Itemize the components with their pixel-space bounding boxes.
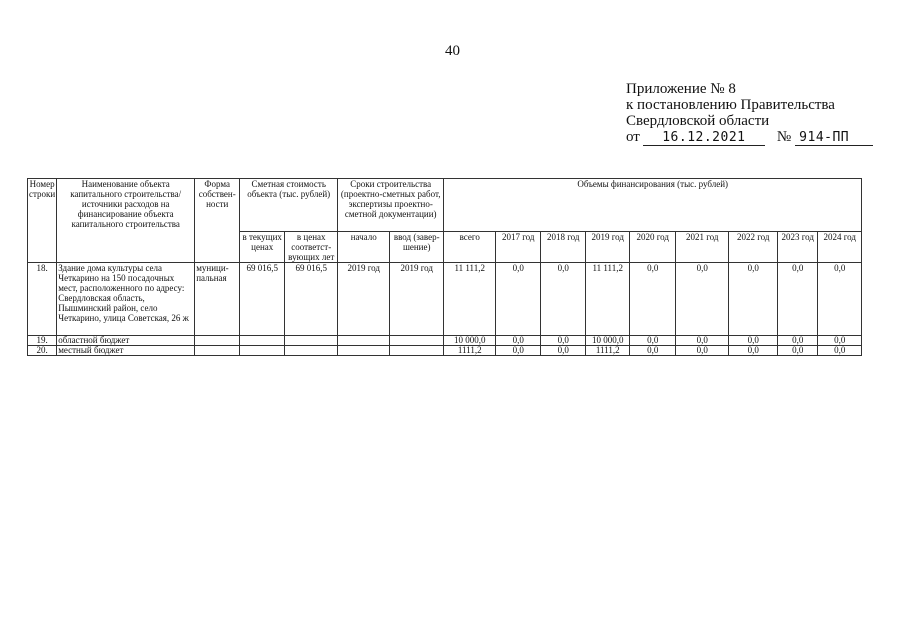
cell-2019: 10 000,0: [586, 336, 630, 346]
cell-ownership: муници-пальная: [195, 263, 240, 336]
table-row: [28, 346, 862, 356]
cell-row-number: 18.: [28, 263, 57, 336]
cell-current-prices: [240, 336, 285, 346]
cell-row-number: 19.: [28, 336, 57, 346]
appendix-region-line: Свердловской области: [626, 113, 770, 129]
cell-start: [338, 336, 390, 346]
cell-2024: 0,0: [818, 263, 862, 336]
appendix-block: [626, 81, 898, 146]
cell-2018: 0,0: [541, 346, 586, 356]
header-current-prices: в текущих ценах: [240, 232, 285, 263]
cell-year-prices: 69 016,5: [285, 263, 338, 336]
cell-2024: 0,0: [818, 336, 862, 346]
cell-year-prices: [285, 336, 338, 346]
cell-2017: 0,0: [496, 346, 541, 356]
header-2023: 2023 год: [778, 232, 818, 263]
header-2018: 2018 год: [541, 232, 586, 263]
cell-row-number: 20.: [28, 346, 57, 356]
header-ownership: Форма собствен-ности: [195, 179, 240, 263]
cell-year-prices: [285, 346, 338, 356]
header-start: начало: [338, 232, 390, 263]
cell-2021: 0,0: [676, 336, 729, 346]
cell-total: 11 111,2: [444, 263, 496, 336]
cell-commissioning: [390, 336, 444, 346]
cell-2022: 0,0: [729, 263, 778, 336]
cell-2019: 1111,2: [586, 346, 630, 356]
cell-2020: 0,0: [630, 346, 676, 356]
cell-2023: 0,0: [778, 346, 818, 356]
appendix-signature-line: [626, 129, 898, 146]
from-label: от: [626, 129, 640, 145]
appendix-resolution-line: к постановлению Правительства: [626, 97, 835, 113]
cell-commissioning: 2019 год: [390, 263, 444, 336]
page-number: 40: [445, 43, 460, 59]
header-construction-period: Сроки строительства (проектно-сметных работ, экспертизы проектно-сметной документации): [338, 179, 444, 232]
cell-2021: 0,0: [676, 346, 729, 356]
header-object-name: Наименование объекта капитального строительства/ источники расходов на финансирование объекта капитального строительства: [57, 179, 195, 263]
cell-start: 2019 год: [338, 263, 390, 336]
header-year-prices: в ценах соответст-вующих лет: [285, 232, 338, 263]
header-estimated-cost: Сметная стоимость объекта (тыс. рублей): [240, 179, 338, 232]
cell-2023: 0,0: [778, 263, 818, 336]
cell-commissioning: [390, 346, 444, 356]
financing-table: [27, 178, 862, 356]
header-2020: 2020 год: [630, 232, 676, 263]
header-2022: 2022 год: [729, 232, 778, 263]
cell-start: [338, 346, 390, 356]
cell-2017: 0,0: [496, 263, 541, 336]
cell-2021: 0,0: [676, 263, 729, 336]
cell-object-name: Здание дома культуры села Четкарино на 150 посадочных мест, расположенного по адресу: Свердловская область, Пышминский район, село Четкарино, улица Советская, 26 ж: [57, 263, 195, 336]
header-2019: 2019 год: [586, 232, 630, 263]
cell-object-name: местный бюджет: [57, 346, 195, 356]
cell-object-name: областной бюджет: [57, 336, 195, 346]
cell-2017: 0,0: [496, 336, 541, 346]
cell-ownership: [195, 336, 240, 346]
cell-2022: 0,0: [729, 336, 778, 346]
cell-2018: 0,0: [541, 336, 586, 346]
resolution-date: 16.12.2021: [643, 131, 765, 146]
header-2017: 2017 год: [496, 232, 541, 263]
cell-current-prices: [240, 346, 285, 356]
cell-2020: 0,0: [630, 336, 676, 346]
cell-total: 1111,2: [444, 346, 496, 356]
header-row-1: [28, 179, 862, 232]
header-2024: 2024 год: [818, 232, 862, 263]
header-financing: Объемы финансирования (тыс. рублей): [444, 179, 862, 232]
appendix-title: Приложение № 8: [626, 81, 736, 97]
header-2021: 2021 год: [676, 232, 729, 263]
cell-2018: 0,0: [541, 263, 586, 336]
header-row-number: Номер строки: [28, 179, 57, 263]
resolution-number: 914-ПП: [795, 131, 873, 146]
cell-2020: 0,0: [630, 263, 676, 336]
table-row: [28, 263, 862, 336]
header-total: всего: [444, 232, 496, 263]
number-label: №: [776, 129, 792, 145]
cell-total: 10 000,0: [444, 336, 496, 346]
cell-2023: 0,0: [778, 336, 818, 346]
cell-2019: 11 111,2: [586, 263, 630, 336]
cell-2024: 0,0: [818, 346, 862, 356]
header-commissioning: ввод (завер-шение): [390, 232, 444, 263]
cell-current-prices: 69 016,5: [240, 263, 285, 336]
table-row: [28, 336, 862, 346]
cell-ownership: [195, 346, 240, 356]
cell-2022: 0,0: [729, 346, 778, 356]
